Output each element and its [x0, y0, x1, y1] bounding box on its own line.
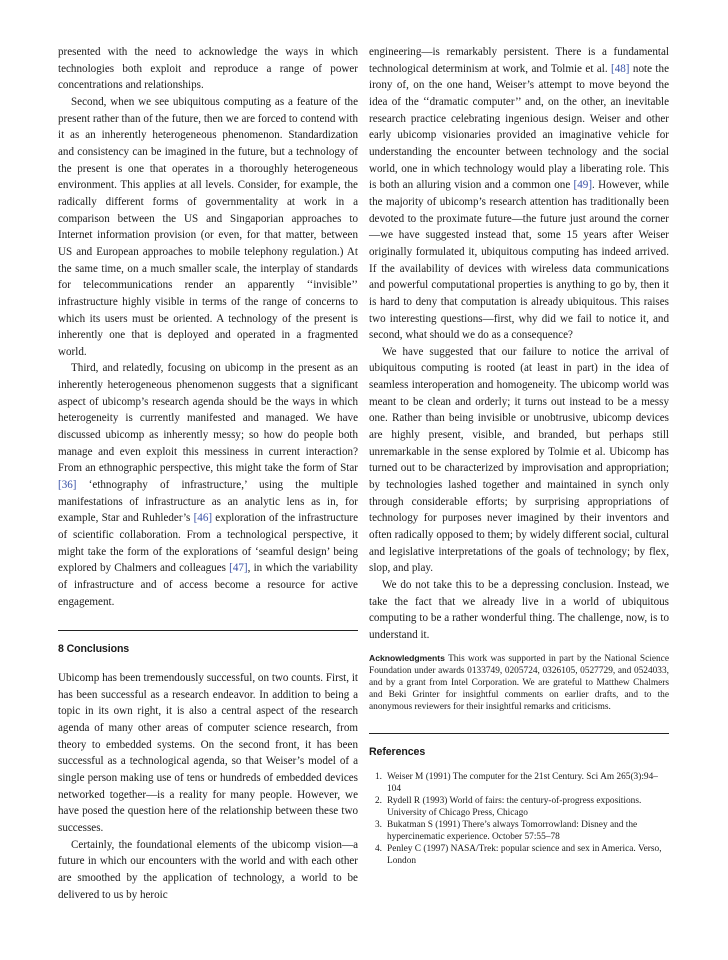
right-column: [369, 44, 669, 868]
paragraph: Third, and relatedly, focusing on ubicomp in the present as an inherently heterogeneous phenomenon suggests that a significant aspect of ubicomp’s research agenda should be the ways in which heterogeneity is currently manifested and managed. We have discussed ubicomp as inherently messy; so how do people both manage and even exploit this messiness in current interaction? From an ethnographic perspective, this might take the form of Star [36] ‘ethnography of infrastructure,’ using the multiple manifestations of infrastructure as an analytic lens as in, for example, Star and Ruhleder’s [46] exploration of the infrastructure of scientific collaboration. From a technological perspective, it might take the form of the explorations of ‘seamful design’ being explored by Chalmers and colleagues [47], in which the variability of infrastructure and of access become a resource for active engagement.: [58, 362, 358, 608]
acknowledgments-label: Acknowledgments: [369, 652, 445, 663]
citation-link[interactable]: [49]: [573, 179, 593, 192]
references-heading: References: [369, 746, 426, 759]
reference-item: 2. Rydell R (1993) World of fairs: the century-of-progress expositions. University of Chicago Press, Chicago: [375, 795, 642, 819]
reference-item: 3. Bukatman S (1991) There’s always Tomorrowland: Disney and the hypercinematic experience. October 57:55–78: [375, 820, 638, 843]
section-divider: [58, 630, 358, 631]
citation-link[interactable]: [48]: [611, 62, 630, 75]
left-column: [58, 44, 358, 903]
references-list: [369, 771, 669, 868]
citation-link[interactable]: [46]: [193, 512, 213, 525]
section-divider: [369, 733, 669, 734]
paragraph: presented with the need to acknowledge the ways in which technologies both exploit and reproduce a range of power concentrations and relationships.: [58, 46, 358, 92]
acknowledgments: Acknowledgments This work was supported in part by the National Science Foundation under awards 0133749, 0205724, 0326105, 0527729, and 0524033, and by a grant from Intel Corporation. We are grateful to Matthew Chalmers and Beki Grinter for insightful comments on earlier drafts, and to the anonymous reviewers for their insightful remarks and criticisms.: [369, 652, 669, 712]
citation-link[interactable]: [36]: [58, 479, 77, 492]
section-heading: 8 Conclusions: [58, 643, 130, 656]
paragraph: Second, when we see ubiquitous computing as a feature of the present rather than of the future, then we are forced to contend with it as an inherently heterogeneous phenomenon. Standardization and consistency can be imagined in the future, but a technology of the present is one that operates in a thoroughly heterogeneous environment. This applies at all levels. Consider, for example, the radically different forms of governmentality at work in a comparison between the US and Singaporian approaches to Internet information provision (or even, for that matter, between US and European approaches to mobile telephony regulation.) At the same time, on a much smaller scale, the interplay of standards for telecommunications render an apparently ‘‘invisible’’ infrastructure highly visible in terms of the range of concerns to which its users must be oriented. A technology of the present is inherently one that is deployed and operated in a fragmented world.: [58, 95, 358, 358]
reference-item: 1. Weiser M (1991) The computer for the 21st Century. Sci Am 265(3):94–104: [375, 771, 658, 794]
reference-item: 4. Penley C (1997) NASA/Trek: popular science and sex in America. Verso, London: [375, 844, 662, 867]
citation-link[interactable]: [47]: [229, 562, 248, 575]
paragraph: Ubicomp has been tremendously successful, on two counts. First, it has been successful as a research endeavor. In addition to being a topic in its own right, it is also a central aspect of the research agenda of many other areas of computer science research, from theory to embedded systems. On the second front, it has been successful as a technological agenda, so that Weiser’s model of a single person making use of tens or hundreds of embedded devices networked together—is a reality for many people. However, we have posed the question here of the relationship between these two successes.: [58, 671, 358, 834]
paragraph: We do not take this to be a depressing conclusion. Instead, we take the fact that we already live in a world of ubiquitous computing to be a rather wonderful thing. The challenge, now, is to understand it.: [369, 579, 669, 641]
paragraph: engineering—is remarkably persistent. There is a fundamental technological determinism at work, and Tolmie et al. [48] note the irony of, on the one hand, Weiser’s attempt to move beyond the idea of the ‘‘dramatic computer’’ and, on the other, an inevitable research practice celebrating ingenious design. Weiser and other early ubicomp visionaries provided an imaginative vehicle for understanding the encounter between technology and the social world, one in which technology would play a liberating role. This is both an alluring vision and a common one [49]. However, while the majority of ubicomp’s research attention has traditionally been devoted to the proximate future—the future just around the corner—we have suggested instead that, some 15 years after Weiser originally formulated it, ubiquitous computing has indeed arrived. If the availability of devices with wireless data communications and powerful computational properties is anything to go by, then it is hard to deny that computation is already ubiquitous. This raises two interesting questions—first, why did we fail to notice it, and second, what should we do as a consequence?: [369, 46, 669, 342]
paragraph: Certainly, the foundational elements of the ubicomp vision—a future in which our encounters with the world and with each other are smoothed by the application of technology, a world to be delivered to us by heroic: [58, 838, 358, 901]
paragraph: We have suggested that our failure to notice the arrival of ubiquitous computing is rooted (at least in part) in the idea of seamless interoperation and homogeneity. The ubicomp world was meant to be clean and orderly; it turns out instead to be a messy one. Rather than being invisible or unobtrusive, ubicomp devices are highly present, visible, and branded, but perhaps still unremarkable in the sense explored by Tolmie et al. Ubicomp has turned out to be characterized by improvisation and appropriation; by technologies lashed together and maintained in synch only through considerable efforts; by surprising appropriations of technology for purposes never imagined by their inventors and often radically opposed to them; by widely different social, cultural and legislative interpretations of the goals of technology; by flex, slop, and play.: [369, 345, 669, 575]
